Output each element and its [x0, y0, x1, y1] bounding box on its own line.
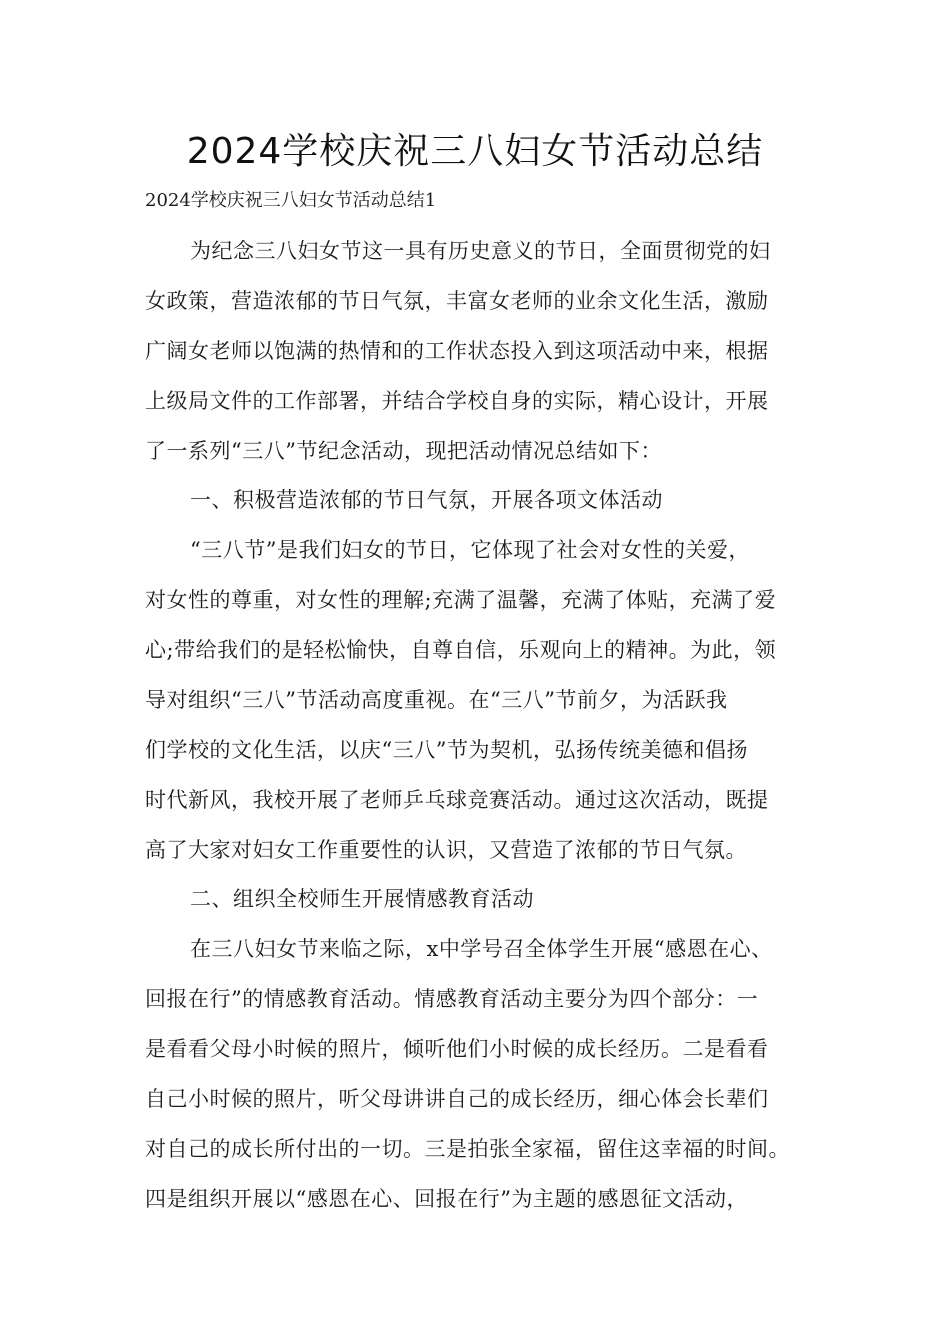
paragraph-line: 对自己的成长所付出的一切。三是拍张全家福，留住这幸福的时间。: [145, 1137, 790, 1161]
paragraph-line: 了一系列“三八”节纪念活动，现把活动情况总结如下：: [145, 439, 662, 463]
paragraph-line: 四是组织开展以“感恩在心、回报在行”为主题的感恩征文活动，: [145, 1187, 748, 1211]
paragraph-line: 自己小时候的照片，听父母讲讲自己的成长经历，细心体会长辈们: [145, 1087, 769, 1111]
paragraph-line: 女政策，营造浓郁的节日气氛，丰富女老师的业余文化生活，激励: [145, 289, 769, 313]
paragraph-line: 广阔女老师以饱满的热情和的工作状态投入到这项活动中来，根据: [145, 339, 769, 363]
section-heading: 二、组织全校师生开展情感教育活动: [190, 887, 534, 911]
paragraph-line: 心;带给我们的是轻松愉快，自尊自信，乐观向上的精神。为此，领: [145, 638, 777, 662]
paragraph-line: 时代新风，我校开展了老师乒乓球竞赛活动。通过这次活动，既提: [145, 788, 769, 812]
paragraph-line: 为纪念三八妇女节这一具有历史意义的节日，全面贯彻党的妇: [190, 239, 771, 263]
paragraph-line: 们学校的文化生活，以庆“三八”节为契机，弘扬传统美德和倡扬: [145, 738, 748, 762]
paragraph-line: “三八节”是我们妇女的节日，它体现了社会对女性的关爱，: [190, 538, 750, 562]
paragraph-line: 上级局文件的工作部署，并结合学校自身的实际，精心设计，开展: [145, 389, 769, 413]
document-title: 2024学校庆祝三八妇女节活动总结: [186, 131, 764, 172]
paragraph-line: 导对组织“三八”节活动高度重视。在“三八”节前夕，为活跃我: [145, 688, 728, 712]
paragraph-line: 高了大家对妇女工作重要性的认识，又营造了浓郁的节日气氛。: [145, 838, 747, 862]
section-heading: 一、积极营造浓郁的节日气氛，开展各项文体活动: [190, 488, 663, 512]
paragraph-line: 是看看父母小时候的照片，倾听他们小时候的成长经历。二是看看: [145, 1037, 769, 1061]
paragraph-line: 回报在行”的情感教育活动。情感教育活动主要分为四个部分：一: [145, 987, 759, 1011]
paragraph-line: 对女性的尊重，对女性的理解;充满了温馨，充满了体贴，充满了爱: [145, 588, 777, 612]
document-subtitle: 2024学校庆祝三八妇女节活动总结1: [145, 190, 437, 211]
paragraph-line: 在三八妇女节来临之际，x中学号召全体学生开展“感恩在心、: [190, 937, 773, 961]
